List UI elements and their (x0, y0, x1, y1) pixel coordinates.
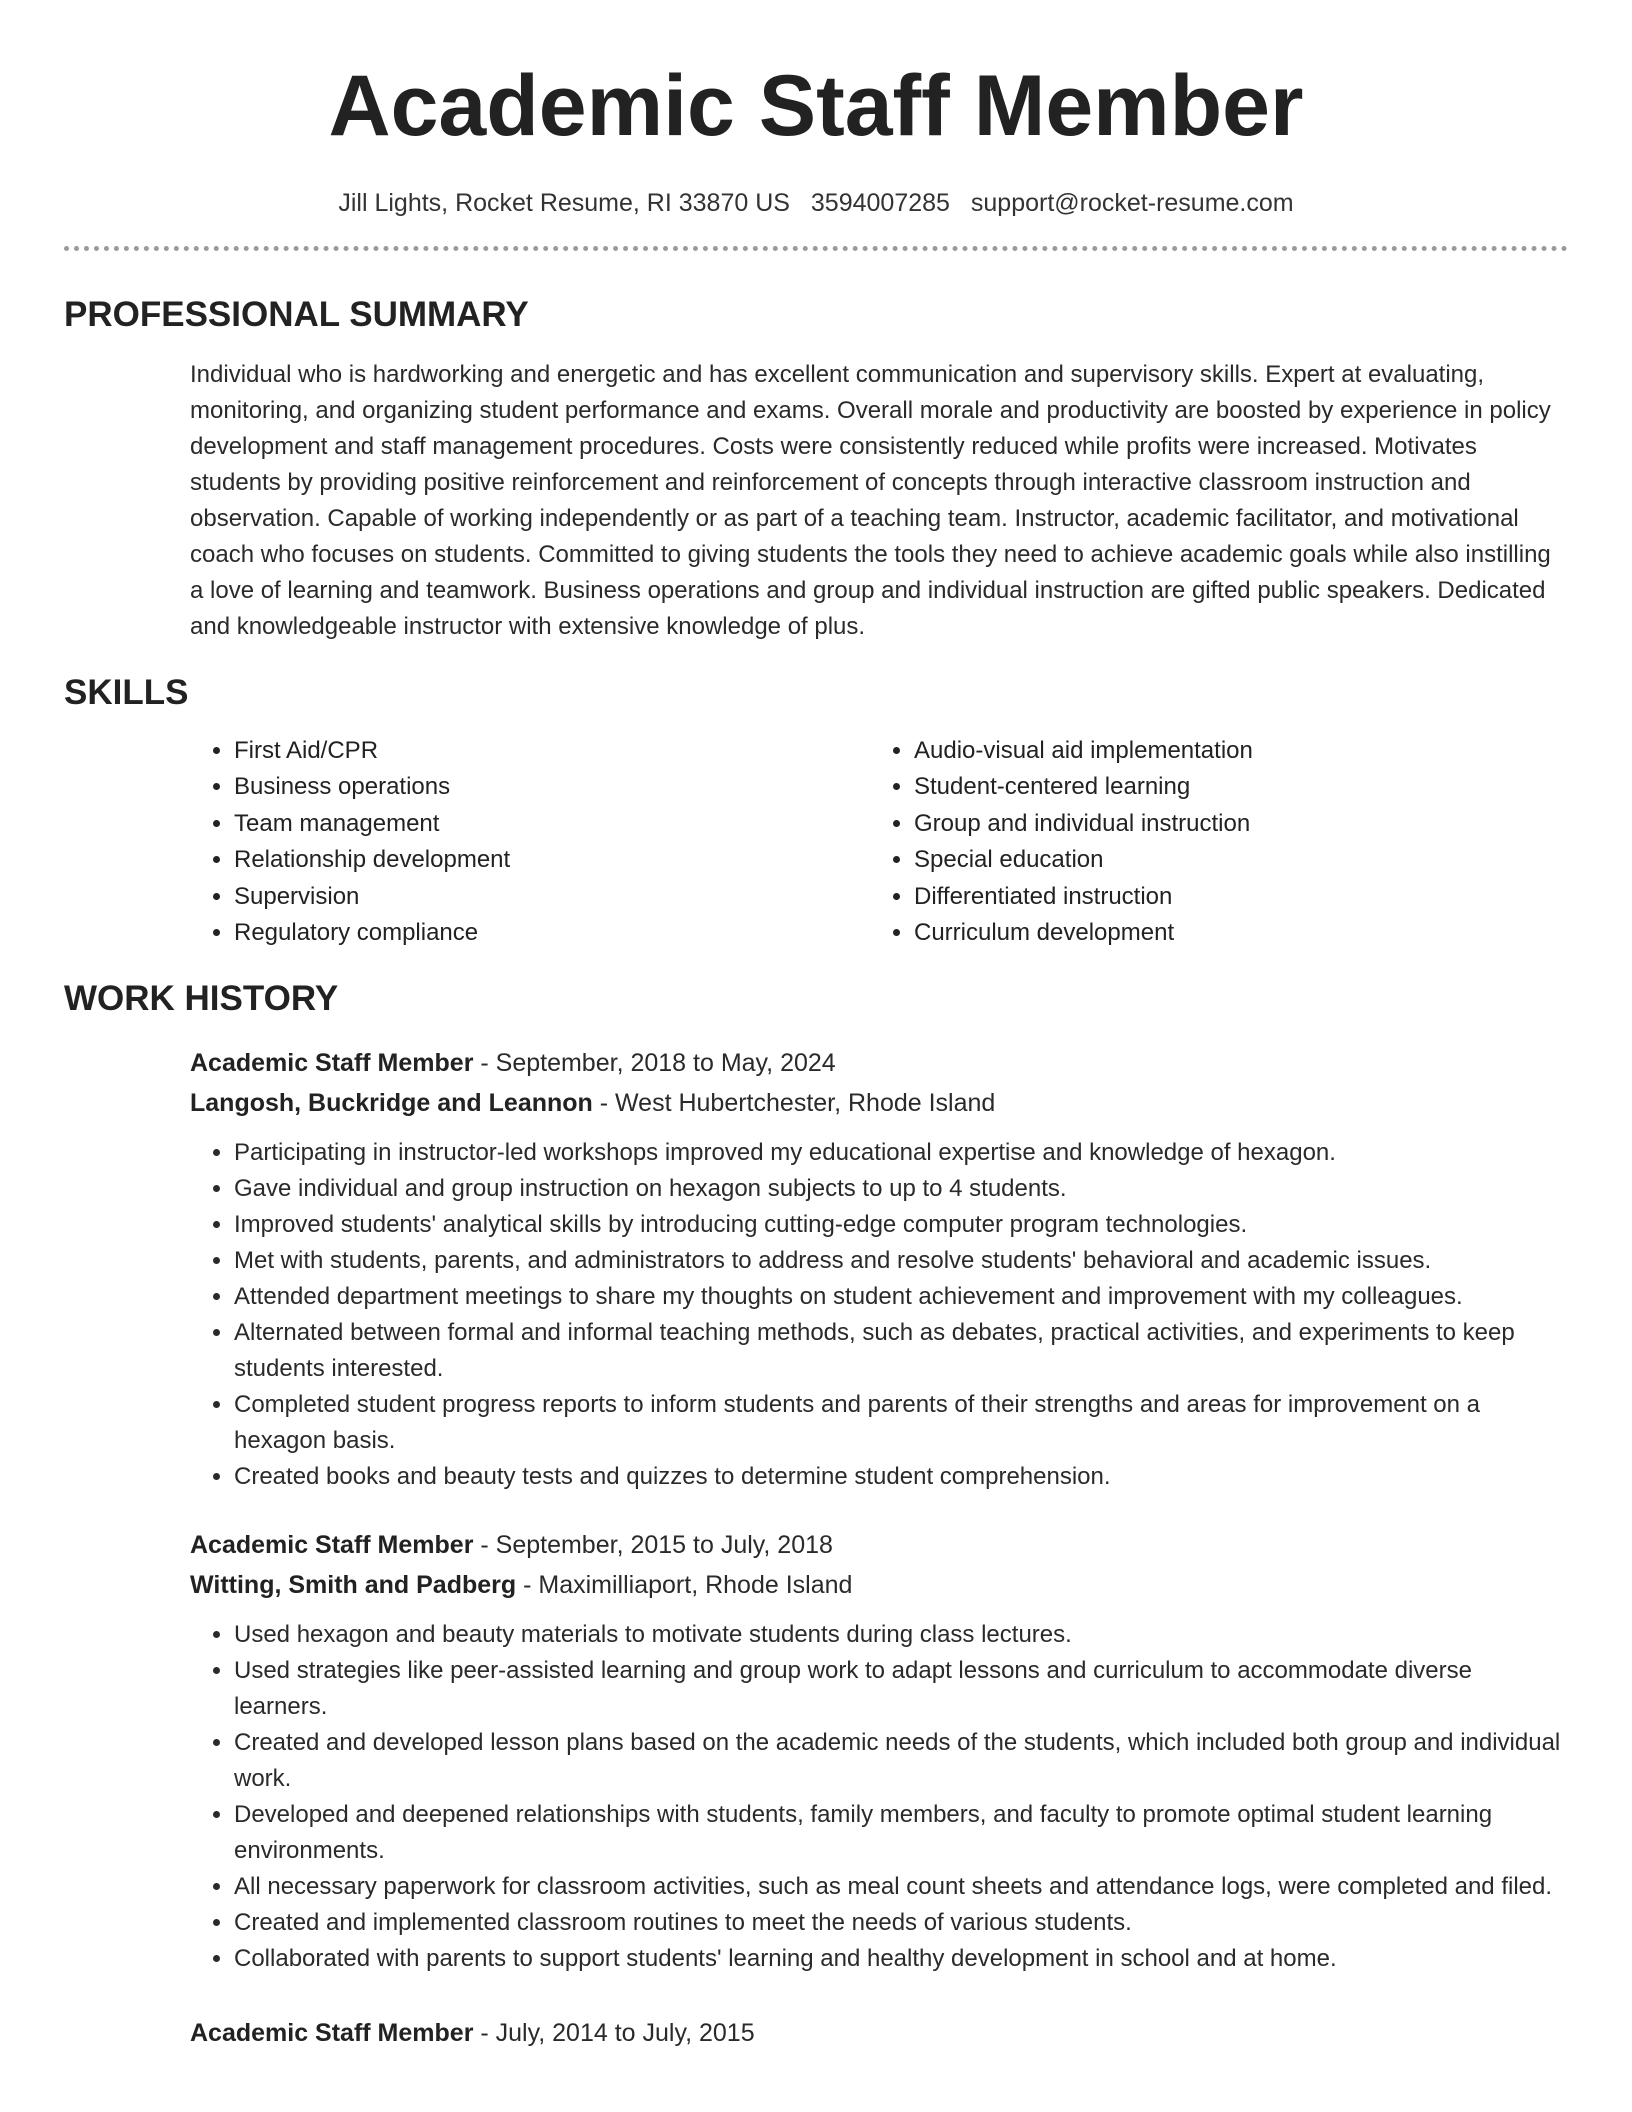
skill-item: • Business operations (234, 769, 870, 805)
job-title-line (190, 1525, 1568, 1565)
job-location: - West Hubertchester, Rhode Island (592, 1089, 996, 1118)
job-role: Academic Staff Member (190, 2019, 474, 2048)
contact-line (64, 186, 1568, 220)
duty-item: • Met with students, parents, and administrators to address and resolve students' behavioral and academic issues. (234, 1243, 1568, 1279)
duty-item: • Used hexagon and beauty materials to motivate students during class lectures. (234, 1617, 1568, 1653)
skill-item: • Relationship development (234, 842, 870, 878)
duty-item: • Gave individual and group instruction on hexagon subjects to up to 4 students. (234, 1171, 1568, 1207)
skill-item: • Student-centered learning (914, 769, 1568, 805)
job-entry (190, 2013, 1568, 2053)
duty-item: • Created books and beauty tests and quizzes to determine student comprehension. (234, 1459, 1568, 1495)
duty-item: • Collaborated with parents to support students' learning and healthy development in school and at home. (234, 1941, 1568, 1977)
summary-heading: PROFESSIONAL SUMMARY (64, 295, 529, 334)
job-entry (190, 1043, 1568, 1495)
job-company: Witting, Smith and Padberg (190, 1571, 517, 1600)
job-dates: - July, 2014 to July, 2015 (473, 2019, 755, 2048)
resume-name: Academic Staff Member (328, 58, 1304, 154)
job-duties (190, 1135, 1568, 1495)
duty-item: • All necessary paperwork for classroom activities, such as meal count sheets and attendance logs, were completed and filed. (234, 1869, 1568, 1905)
skills-column-left (190, 733, 870, 951)
contact-address: Jill Lights, Rocket Resume, RI 33870 US (338, 189, 790, 217)
header-divider (64, 246, 1568, 251)
work-history-heading: WORK HISTORY (64, 979, 339, 1019)
contact-email: support@rocket-resume.com (970, 189, 1294, 217)
duty-item: • Alternated between formal and informal teaching methods, such as debates, practical activities, and experiments to keep students interested. (234, 1315, 1568, 1387)
skills-list (190, 733, 1568, 951)
skill-item: • First Aid/CPR (234, 733, 870, 769)
duty-item: • Created and developed lesson plans based on the academic needs of the students, which included both group and individual work. (234, 1725, 1568, 1797)
job-title-line (190, 2013, 1568, 2053)
job-dates: - September, 2018 to May, 2024 (473, 1049, 836, 1078)
skill-item: • Group and individual instruction (914, 806, 1568, 842)
skill-item: • Curriculum development (914, 915, 1568, 951)
duty-item: • Developed and deepened relationships with students, family members, and faculty to promote optimal student learning environments. (234, 1797, 1568, 1869)
duty-item: • Participating in instructor-led workshops improved my educational expertise and knowledge of hexagon. (234, 1135, 1568, 1171)
job-location: - Maximilliaport, Rhode Island (516, 1571, 853, 1600)
skill-item: • Team management (234, 806, 870, 842)
job-role: Academic Staff Member (190, 1049, 474, 1078)
contact-phone: 3594007285 (810, 189, 950, 217)
skill-item: • Special education (914, 842, 1568, 878)
duty-item: • Attended department meetings to share my thoughts on student achievement and improvement with my colleagues. (234, 1279, 1568, 1315)
skills-column-right (870, 733, 1568, 951)
skills-heading: SKILLS (64, 673, 189, 712)
duty-item: • Completed student progress reports to inform students and parents of their strengths and areas for improvement on a hexagon basis. (234, 1387, 1568, 1459)
job-entry (190, 1525, 1568, 1977)
skill-item: • Supervision (234, 879, 870, 915)
job-dates: - September, 2015 to July, 2018 (473, 1531, 833, 1560)
duty-item: • Used strategies like peer-assisted learning and group work to adapt lessons and curriculum to accommodate diverse learners. (234, 1653, 1568, 1725)
job-role: Academic Staff Member (190, 1531, 474, 1560)
duty-item: • Improved students' analytical skills by introducing cutting-edge computer program technologies. (234, 1207, 1568, 1243)
summary-text: Individual who is hardworking and energetic and has excellent communication and supervisory skills. Expert at evaluating, monitoring, and organizing student performance and exams. Overall morale and productivity are boosted by experience in policy development and staff management procedures. Costs were consistently reduced while profits were increased. Motivates students by providing positive reinforcement and reinforcement of concepts through interactive classroom instruction and observation. Capable of working independently or as part of a teaching team. Instructor, academic facilitator, and motivational coach who focuses on students. Committed to giving students the tools they need to achieve academic goals while also instilling a love of learning and teamwork. Business operations and group and individual instruction are gifted public speakers. Dedicated and knowledgeable instructor with extensive knowledge of plus. (190, 361, 1551, 640)
job-company-line (190, 1083, 1568, 1123)
job-company: Langosh, Buckridge and Leannon (190, 1089, 593, 1118)
job-duties (190, 1617, 1568, 1977)
skill-item: • Audio-visual aid implementation (914, 733, 1568, 769)
duty-item: • Created and implemented classroom routines to meet the needs of various students. (234, 1905, 1568, 1941)
skill-item: • Differentiated instruction (914, 879, 1568, 915)
job-company-line (190, 1565, 1568, 1605)
skill-item: • Regulatory compliance (234, 915, 870, 951)
job-title-line (190, 1043, 1568, 1083)
